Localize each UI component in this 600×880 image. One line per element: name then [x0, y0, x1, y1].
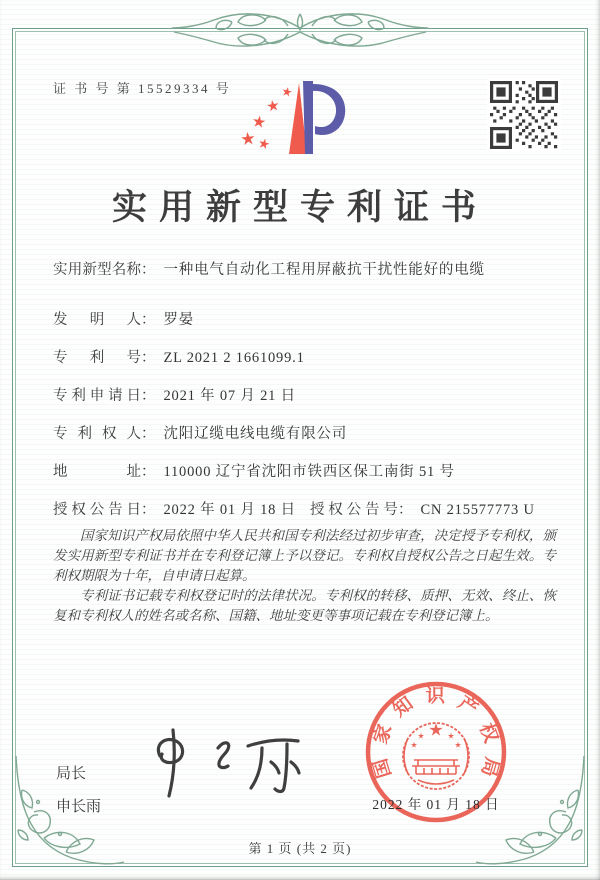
field-value: 2022 年 01 月 18 日: [163, 502, 296, 518]
field-row-utility-model-name: [53, 260, 564, 280]
field-row-inventor: [53, 310, 564, 330]
qr-code: [487, 78, 561, 152]
field-value: 一种电气自动化工程用屏蔽抗干扰性能好的电缆: [163, 262, 485, 278]
field-row-patentee: [53, 424, 564, 444]
field-colon: ：: [141, 388, 156, 404]
field-value: ZL 2021 2 1661099.1: [163, 350, 305, 366]
field-colon: ：: [141, 312, 156, 328]
field-row-grant: [53, 500, 564, 520]
cnipa-logo: [233, 76, 353, 176]
legal-paragraph-1: 国家知识产权局依照中华人民共和国专利法经过初步审查，决定授予专利权，颁发实用新型专利证书并在专利登记簿上予以登记。专利权自授权公告之日起生效。专利权期限为十年，自申请日起算。: [53, 528, 556, 583]
field-colon: ：: [141, 464, 156, 480]
certificate-number: 证 书 号 第 15529334 号: [53, 81, 232, 96]
field-colon: ：: [141, 502, 156, 518]
signer-title: 局长: [56, 766, 87, 782]
handwritten-signature: [130, 718, 330, 813]
field-row-patent-number: [53, 348, 564, 368]
field-value: 110000 辽宁省沈阳市铁西区保工南街 51 号: [163, 464, 455, 480]
field-row-filing-date: [53, 386, 564, 406]
field-label: 授权公告号: [309, 502, 398, 518]
legal-text: [53, 526, 556, 626]
field-row-address: [53, 462, 564, 482]
field-value: 沈阳辽缆电线电缆有限公司: [163, 426, 348, 442]
field-label: 专利号: [53, 350, 141, 366]
field-colon: ：: [141, 262, 156, 278]
signer-name: 申长雨: [56, 799, 102, 815]
certificate-title: 实用新型专利证书: [111, 188, 488, 227]
field-label: 授权公告日: [53, 502, 141, 518]
field-label: 地址: [53, 464, 141, 480]
field-label: 发明人: [53, 312, 141, 328]
page-footer: 第 1 页 (共 2 页): [248, 841, 352, 856]
seal-date: 2022 年 01 月 18 日: [372, 797, 500, 812]
field-label: 专利申请日: [53, 388, 141, 404]
field-colon: ：: [397, 502, 413, 518]
field-colon: ：: [141, 350, 156, 366]
seal-text: 国家知识产权局: [370, 685, 503, 781]
field-label: 实用新型名称: [53, 262, 141, 278]
signer-block: [56, 758, 101, 824]
certificate-fields: [53, 260, 564, 538]
legal-paragraph-2: 专利证书记载专利权登记时的法律状况。专利权的转移、质押、无效、终止、恢复和专利权人的姓名或名称、国籍、地址变更等事项记载在专利登记簿上。: [53, 588, 556, 623]
top-flourish-ornament: [170, 2, 430, 60]
field-value: 2021 年 07 月 21 日: [163, 388, 296, 404]
field-colon: ：: [141, 426, 156, 442]
field-label: 专利权人: [53, 426, 141, 442]
field-value: 罗晏: [163, 312, 195, 328]
field-value: CN 215577773 U: [420, 502, 535, 518]
